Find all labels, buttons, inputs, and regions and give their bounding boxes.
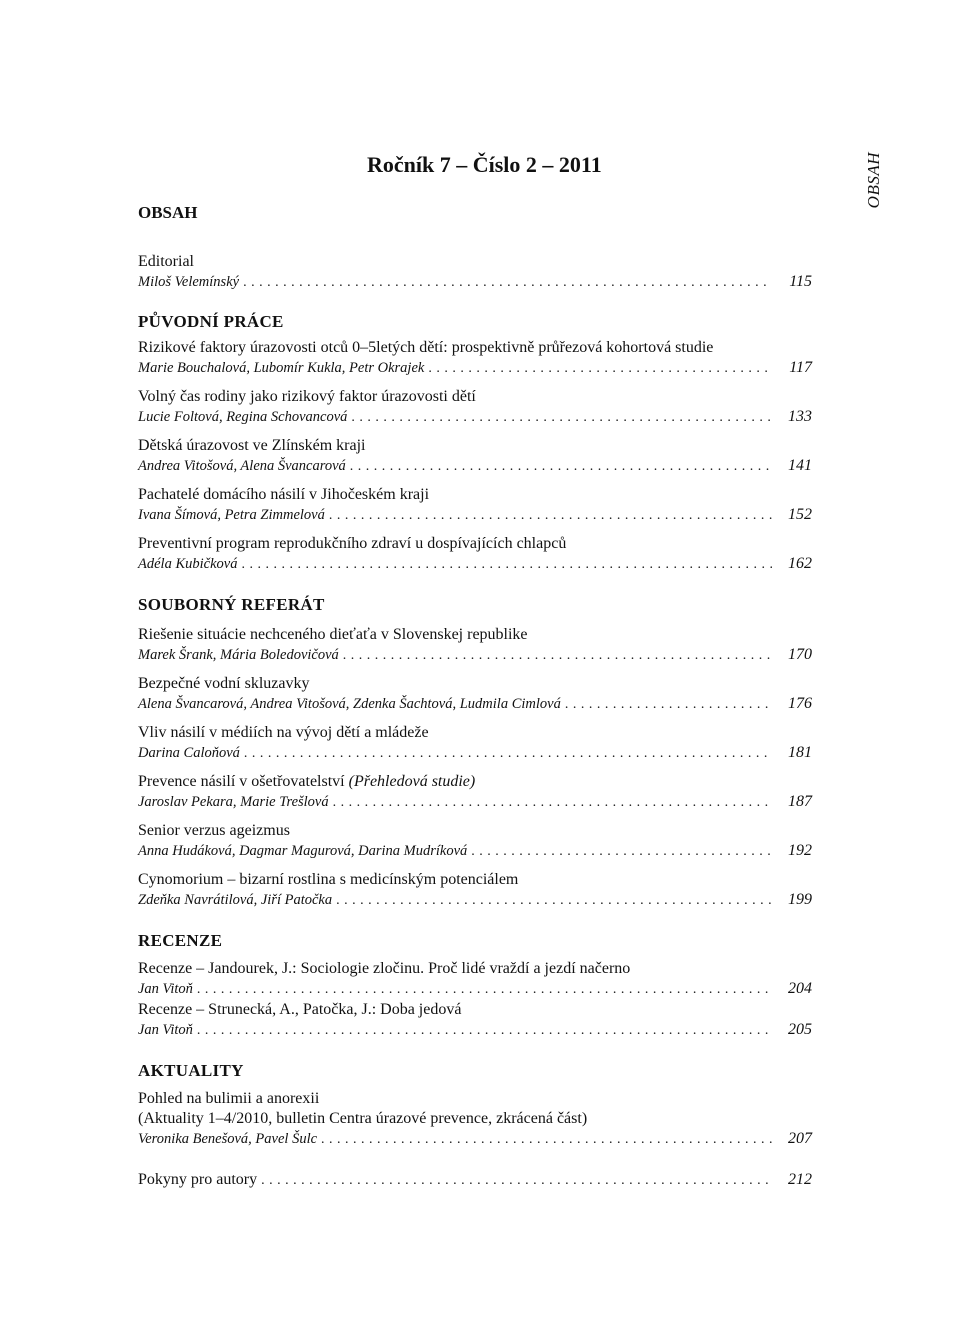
page-number: 205 bbox=[788, 1021, 812, 1038]
article-title: Dětská úrazovost ve Zlínském kraji bbox=[138, 437, 366, 454]
page-number: 176 bbox=[788, 695, 812, 712]
toc-entry[interactable] bbox=[138, 338, 812, 379]
page-number: 141 bbox=[788, 457, 812, 474]
article-subtitle: (Aktuality 1–4/2010, bulletin Centra úrazové prevence, zkrácená část) bbox=[138, 1110, 588, 1127]
dot-leader bbox=[321, 1130, 772, 1150]
section-heading-puvodni-prace: PŮVODNÍ PRÁCE bbox=[138, 312, 284, 331]
table-of-contents bbox=[138, 252, 812, 1191]
volume-heading: Ročník 7 – Číslo 2 – 2011 bbox=[367, 152, 602, 177]
toc-entry[interactable] bbox=[138, 625, 812, 666]
dot-leader bbox=[197, 980, 772, 1000]
page-number: 204 bbox=[788, 980, 812, 997]
article-title: Editorial bbox=[138, 253, 194, 270]
article-title-note: (Přehledová studie) bbox=[348, 773, 476, 790]
article-authors: Adéla Kubičková bbox=[138, 556, 238, 572]
article-authors: Zdeňka Navrátilová, Jiří Patočka bbox=[138, 892, 333, 908]
page-number: 187 bbox=[788, 793, 812, 810]
dot-leader bbox=[197, 1021, 772, 1041]
page-number: 117 bbox=[789, 359, 812, 376]
toc-entry[interactable] bbox=[138, 1089, 812, 1150]
section-heading-souborny-referat: SOUBORNÝ REFERÁT bbox=[138, 595, 325, 614]
dot-leader bbox=[243, 273, 772, 293]
toc-heading: OBSAH bbox=[138, 203, 198, 222]
article-title: Rizikové faktory úrazovosti otců 0–5letých dětí: prospektivně průřezová kohortová studie bbox=[138, 339, 714, 356]
article-title: Vliv násilí v médiích na vývoj dětí a mládeže bbox=[138, 724, 429, 741]
page-number: 152 bbox=[788, 506, 812, 523]
article-title-text: Prevence násilí v ošetřovatelství bbox=[138, 773, 345, 790]
dot-leader bbox=[343, 646, 772, 666]
toc-entry[interactable] bbox=[138, 821, 812, 862]
toc-entry-author-guidelines[interactable] bbox=[138, 1170, 812, 1191]
page-number: 207 bbox=[788, 1130, 812, 1147]
page-number: 115 bbox=[789, 273, 812, 290]
page-number: 181 bbox=[788, 744, 812, 761]
page-number: 133 bbox=[788, 408, 812, 425]
article-authors: Marie Bouchalová, Lubomír Kukla, Petr Okrajek bbox=[138, 360, 425, 376]
article-authors: Veronika Benešová, Pavel Šulc bbox=[138, 1131, 318, 1147]
toc-entry[interactable] bbox=[138, 674, 812, 715]
article-title: Preventivní program reprodukčního zdraví u dospívajících chlapců bbox=[138, 535, 567, 552]
article-authors: Lucie Foltová, Regina Schovancová bbox=[138, 409, 348, 425]
page-number: 212 bbox=[788, 1171, 812, 1188]
toc-entry[interactable] bbox=[138, 723, 812, 764]
dot-leader bbox=[244, 744, 772, 764]
article-authors: Anna Hudáková, Dagmar Magurová, Darina Mudríková bbox=[138, 843, 468, 859]
dot-leader bbox=[261, 1171, 772, 1191]
article-authors: Jan Vitoň bbox=[138, 1022, 193, 1038]
article-title: Senior verzus ageizmus bbox=[138, 822, 290, 839]
article-title: Pachatelé domácího násilí v Jihočeském kraji bbox=[138, 486, 430, 503]
toc-entry[interactable] bbox=[138, 870, 812, 911]
article-title: Pokyny pro autory bbox=[138, 1171, 258, 1188]
article-title: Cynomorium – bizarní rostlina s medicínským potenciálem bbox=[138, 871, 519, 888]
toc-entry[interactable] bbox=[138, 485, 812, 526]
article-title bbox=[138, 772, 812, 792]
toc-entry[interactable] bbox=[138, 387, 812, 428]
article-authors: Jaroslav Pekara, Marie Trešlová bbox=[138, 794, 329, 810]
article-authors: Jan Vitoň bbox=[138, 981, 193, 997]
article-title: Volný čas rodiny jako rizikový faktor úrazovosti dětí bbox=[138, 388, 476, 405]
dot-leader bbox=[565, 695, 772, 715]
page-number: 162 bbox=[788, 555, 812, 572]
toc-entry[interactable] bbox=[138, 959, 812, 1000]
dot-leader bbox=[333, 793, 772, 813]
dot-leader bbox=[471, 842, 772, 862]
article-authors: Alena Švancarová, Andrea Vitošová, Zdenka Šachtová, Ludmila Cimlová bbox=[138, 696, 561, 712]
side-section-label: OBSAH bbox=[864, 152, 883, 209]
article-authors: Darina Caloňová bbox=[138, 745, 240, 761]
article-authors: Andrea Vitošová, Alena Švancarová bbox=[138, 458, 346, 474]
article-authors: Ivana Šímová, Petra Zimmelová bbox=[138, 507, 325, 523]
article-title: Riešenie situácie nechceného dieťaťa v Slovenskej republike bbox=[138, 626, 528, 643]
article-title: Pohled na bulimii a anorexii bbox=[138, 1090, 320, 1107]
toc-entry[interactable] bbox=[138, 1000, 812, 1041]
page-number: 192 bbox=[788, 842, 812, 859]
article-title: Recenze – Strunecká, A., Patočka, J.: Doba jedová bbox=[138, 1001, 462, 1018]
section-heading-aktuality: AKTUALITY bbox=[138, 1061, 244, 1080]
dot-leader bbox=[351, 408, 772, 428]
dot-leader bbox=[241, 555, 772, 575]
article-authors: Marek Šrank, Mária Boledovičová bbox=[138, 647, 339, 663]
section-heading-recenze: RECENZE bbox=[138, 931, 223, 950]
toc-entry-editorial[interactable] bbox=[138, 252, 812, 293]
toc-entry[interactable] bbox=[138, 772, 812, 813]
toc-entry[interactable] bbox=[138, 534, 812, 575]
article-title: Recenze – Jandourek, J.: Sociologie zločinu. Proč lidé vraždí a jezdí načerno bbox=[138, 960, 631, 977]
article-title: Bezpečné vodní skluzavky bbox=[138, 675, 310, 692]
page-number: 170 bbox=[788, 646, 812, 663]
dot-leader bbox=[336, 891, 772, 911]
dot-leader bbox=[428, 359, 772, 379]
dot-leader bbox=[350, 457, 772, 477]
toc-entry[interactable] bbox=[138, 436, 812, 477]
dot-leader bbox=[329, 506, 772, 526]
article-authors: Miloš Velemínský bbox=[138, 274, 240, 290]
page-number: 199 bbox=[788, 891, 812, 908]
